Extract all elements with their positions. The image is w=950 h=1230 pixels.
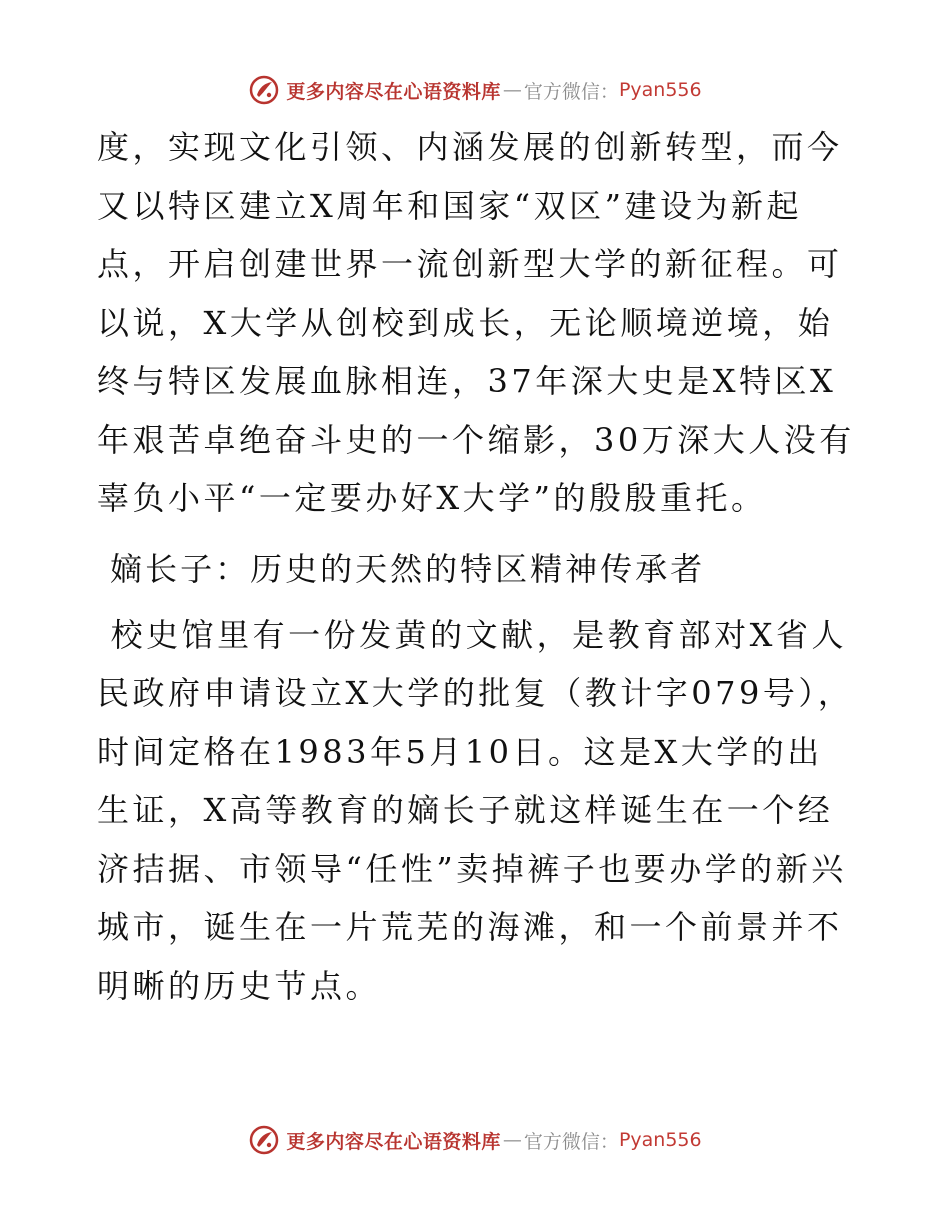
section-heading: 嫡长子：历史的天然的特区精神传承者 [97,549,706,588]
watermark-wechat-id: Pyan556 [618,1129,702,1151]
document-body [97,118,857,1015]
watermark-separator: — [502,1129,522,1151]
watermark-brand: 更多内容尽在心语资料库 [286,80,501,103]
footer-watermark [0,1122,950,1158]
brand-logo-icon [248,74,280,106]
watermark-brand: 更多内容尽在心语资料库 [286,1130,501,1153]
watermark-wechat-id: Pyan556 [618,79,702,101]
paragraph-intro: 度，实现文化引领、内涵发展的创新转型，而今又以特区建立X周年和国家“双区”建设为新起点，开启创建世界一流创新型大学的新征程。可以说，X大学从创校到成长，无论顺境逆境，始终与特区发展血脉相连，37年深大史是X特区X年艰苦卓绝奋斗史的一个缩影，30万深大人没有辜负小平“一定要办好X大学”的殷殷重托。 [97,128,855,517]
watermark-separator: — [502,79,522,101]
brand-logo-icon [248,1124,280,1156]
watermark-label: 官方微信： [523,1130,619,1153]
paragraph-archive: 校史馆里有一份发黄的文献，是教育部对X省人民政府申请设立X大学的批复（教计字079号），时间定格在1983年5月10日。这是X大学的出生证，X高等教育的嫡长子就这样诞生在一个经济拮据、市领导“任性”卖掉裤子也要办学的新兴城市，诞生在一片荒芜的海滩，和一个前景并不明晰的历史节点。 [97,615,854,1005]
watermark-label: 官方微信： [523,80,619,103]
header-watermark [0,72,950,108]
